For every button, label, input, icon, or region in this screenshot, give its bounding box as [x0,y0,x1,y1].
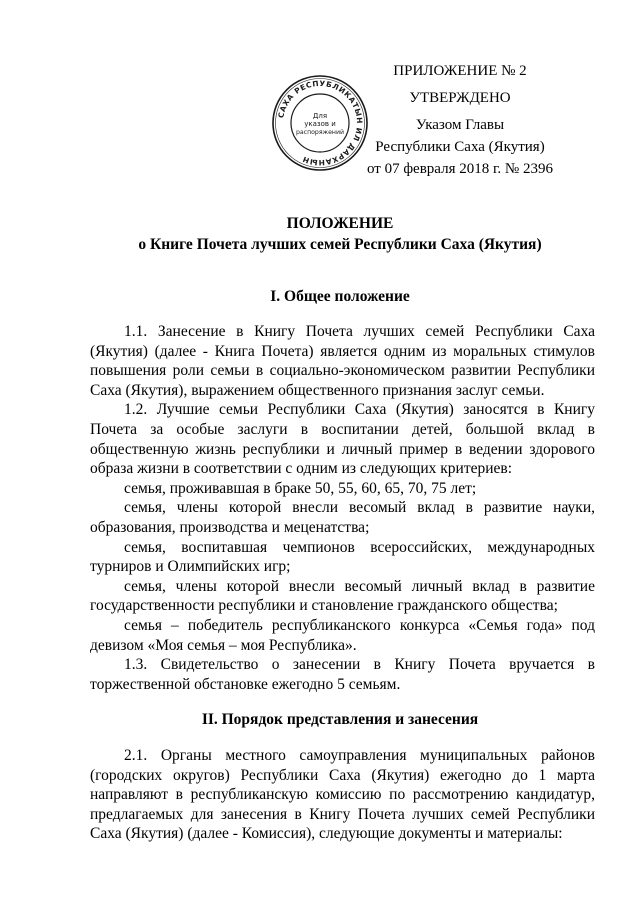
seal-center-line-3: распоряжений [295,129,345,136]
paragraph-2-1: 2.1. Органы местного самоуправления муниципальных районов (городских округов) Республики Саха (Якутия) ежегодно до 1 марта направляют в республиканскую комиссию по рассмотрению кандидатур, предлагаемых для занесения в Книгу Почета лучших семей Республики Саха (Якутия) (далее - Комиссия), следующие документы и материалы: [90,747,595,843]
seal-center-line-1: Для [312,112,328,120]
title-line-2: о Книге Почета лучших семей Республики Саха (Якутия) [138,236,542,253]
paragraph-1-3: 1.3. Свидетельство о занесении в Книгу Почета вручается в торжественной обстановке ежегодно 5 семьям. [90,656,595,693]
document-title [90,213,590,255]
decree-line-3: от 07 февраля 2018 г. № 2396 [366,161,553,177]
title-line-1: ПОЛОЖЕНИЕ [286,215,394,232]
section-heading-2: II. Порядок представления и занесения [201,711,479,728]
section-1-body [90,322,595,694]
criterion-1: семья, проживавшая в браке 50, 55, 60, 65, 70, 75 лет; [124,479,477,497]
paragraph-1-2: 1.2. Лучшие семьи Республики Саха (Якутия) заносятся в Книгу Почета за особые заслуги в воспитании детей, большой вклад в общественную жизнь республики и личный пример в ведении здорового образа жизни в соответствии с одним из следующих критериев: [90,401,595,478]
appendix-label: ПРИЛОЖЕНИЕ № 2 [393,63,527,79]
criterion-5: семья – победитель республиканского конкурса «Семья года» под девизом «Моя семья – моя Республика». [90,616,595,654]
approved-label: УТВЕРЖДЕНО [409,90,511,106]
seal-outer-text: САХА РЕСПУБЛИКАТЫН ИЛ ДАРХАНЫН [276,78,365,168]
section-2-body [90,746,595,844]
approval-header [330,60,590,180]
seal-center-line-2: указов и [304,120,336,128]
paragraph-1-1: 1.1. Занесение в Книгу Почета лучших семей Республики Саха (Якутия) (далее - Книга Почета) является одним из моральных стимулов повышения роли семьи в социально-экономическом развитии Республики Саха (Якутия), выражением общественного признания заслуг семьи. [90,323,595,399]
criterion-4: семья, члены которой внесли весомый личный вклад в развитие государственности республики и становление гражданского общества; [90,577,595,615]
criterion-3: семья, воспитавшая чемпионов всероссийских, международных турниров и Олимпийских игр; [90,538,595,576]
decree-line-2: Республики Саха (Якутия) [375,139,545,155]
decree-line-1: Указом Главы [415,117,505,133]
criterion-2: семья, члены которой внесли весомый вклад в развитие науки, образования, производства и меценатства; [90,499,595,536]
section-heading-1: I. Общее положение [270,288,410,305]
